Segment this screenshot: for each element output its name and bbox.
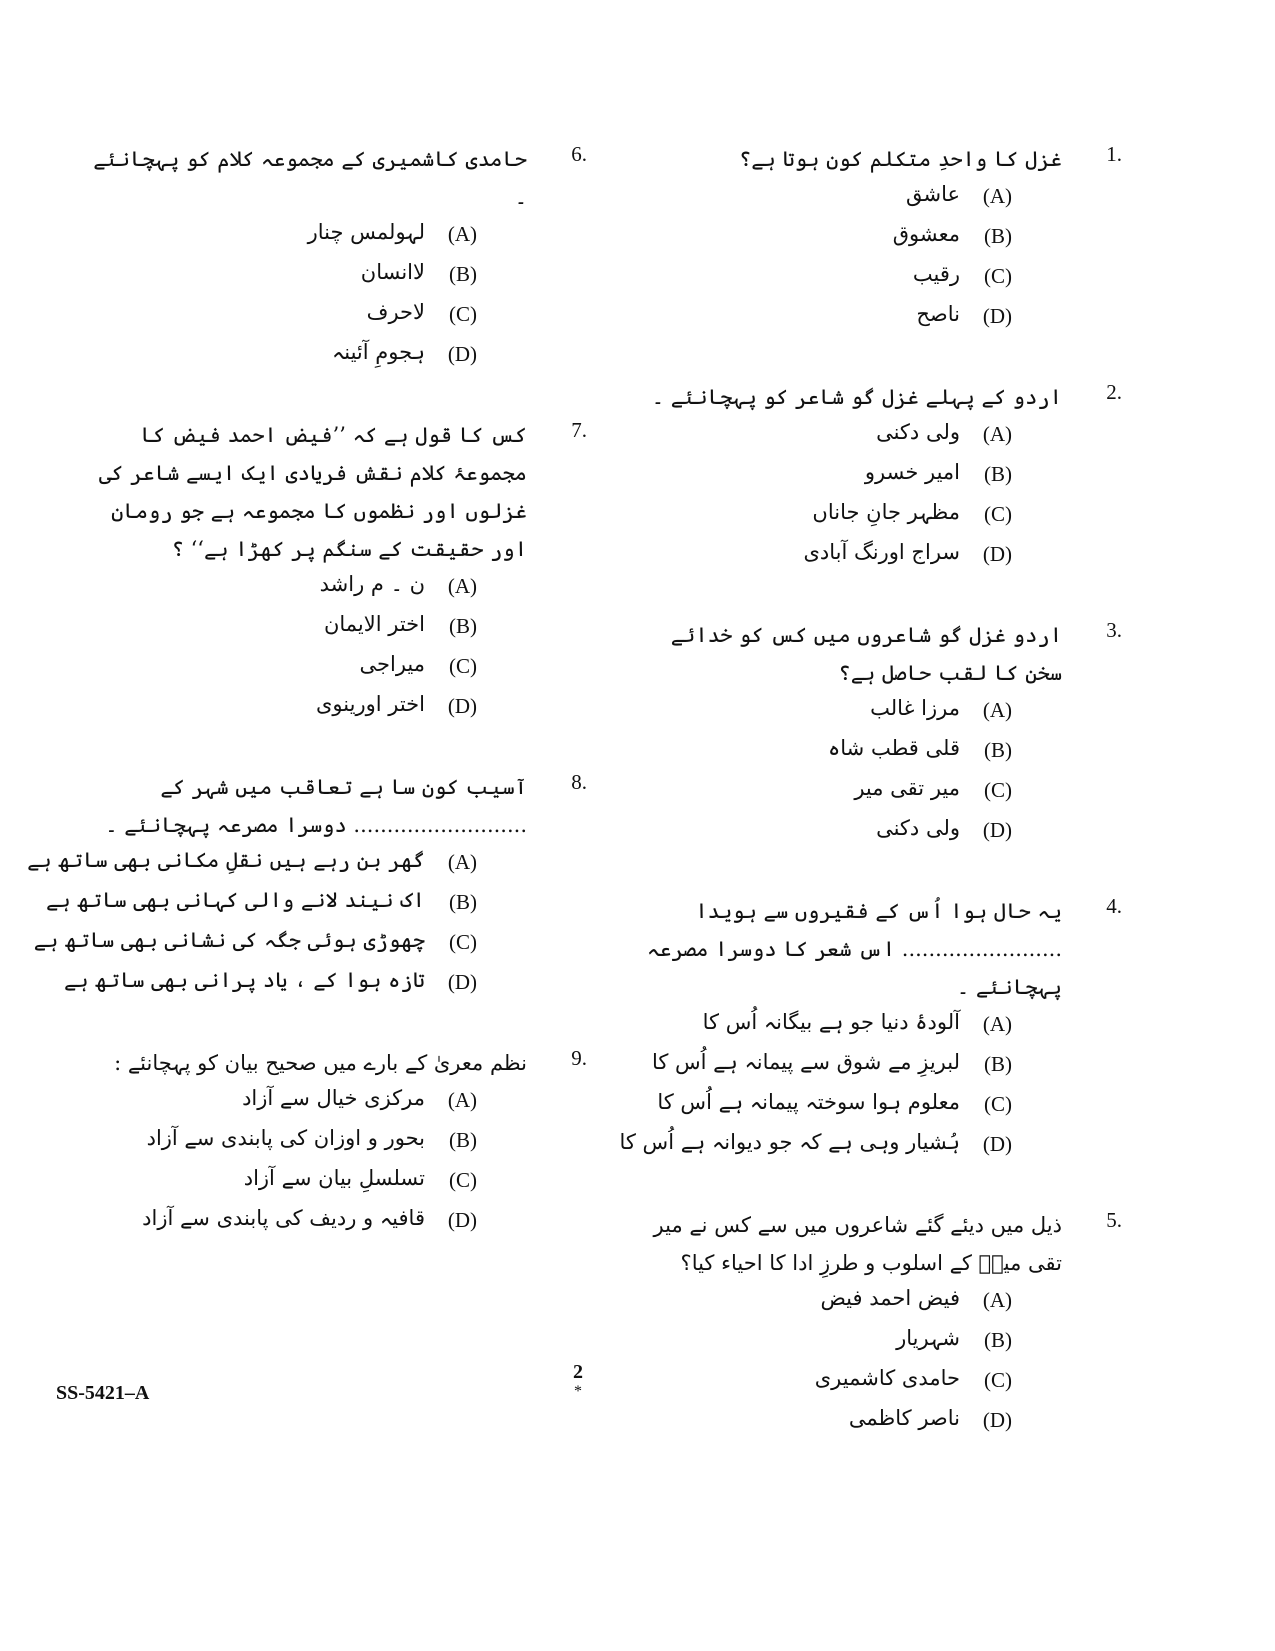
question-7 <box>85 416 587 728</box>
option-text: قافیہ و ردیف کی پابندی سے آزاد <box>142 1206 425 1230</box>
option-text: شہریار <box>896 1326 960 1350</box>
option-label: (D) <box>982 818 1012 842</box>
question-text: اردو کے پہلے غزل گو شاعر کو پہچانئے ۔ <box>651 385 1062 409</box>
option-d <box>630 298 1110 338</box>
option-text: آلودۂ دنیا جو ہے بیگانہ اُس کا <box>702 1010 960 1034</box>
option-a <box>630 178 1110 218</box>
question-text: حامدی کاشمیری کے مجموعہ کلام کو پہچانئے ۔ <box>93 147 527 209</box>
option-label: (C) <box>984 264 1012 288</box>
booklet-code: SS-5421–A <box>56 1382 150 1404</box>
option-text: مرزا غالب <box>870 696 960 720</box>
question-2 <box>630 378 1122 576</box>
right-column <box>619 140 1122 1482</box>
option-label: (C) <box>449 302 477 326</box>
option-label: (A) <box>982 698 1012 722</box>
page-number: 2 <box>573 1361 583 1383</box>
option-d <box>85 688 575 728</box>
question-text: غزل کا واحدِ متکلم کون ہوتا ہے؟ <box>738 147 1062 171</box>
question-number: 4. <box>1106 894 1122 918</box>
option-text: لہولمس چنار <box>307 220 425 244</box>
option-c <box>630 258 1110 298</box>
option-text: تازہ ہوا کے ، یاد پرانی بھی ساتھ ہے <box>63 968 425 992</box>
option-b <box>630 732 1110 772</box>
option-label: (B) <box>449 1128 477 1152</box>
option-b <box>85 256 575 296</box>
option-c <box>85 1162 575 1202</box>
option-c <box>85 296 575 336</box>
option-c <box>33 924 575 964</box>
question-number: 9. <box>571 1046 587 1070</box>
option-label: (A) <box>982 184 1012 208</box>
option-label: (A) <box>447 222 477 246</box>
question-text: یہ حال ہوا اُس کے فقیروں سے ہویدا ........................ اس شعر کا دوسرا مصرعہ پہچانئے ۔ <box>646 899 1062 999</box>
option-text: ناصح <box>916 302 960 326</box>
option-text: فیض احمد فیض <box>820 1286 960 1310</box>
option-b <box>630 1322 1110 1362</box>
option-label: (D) <box>982 1408 1012 1432</box>
option-label: (D) <box>447 694 477 718</box>
option-label: (B) <box>449 614 477 638</box>
option-b <box>85 608 575 648</box>
question-number: 2. <box>1106 380 1122 404</box>
option-a <box>630 692 1110 732</box>
option-label: (B) <box>984 224 1012 248</box>
option-a <box>630 1006 1110 1046</box>
option-text: رقیب <box>912 262 960 286</box>
question-text: کس کا قول ہے کہ ’’فیض احمد فیض کا مجموعۂ کلام نقش فریادی ایک ایسے شاعر کی غزلوں اور نظموں کا مجموعہ ہے جو رومان اور حقیقت کے سنگم پر کھڑا ہے‘‘ ؟ <box>98 423 527 561</box>
option-a <box>85 216 575 256</box>
option-text: لاحرف <box>366 300 425 324</box>
option-text: تسلسلِ بیان سے آزاد <box>243 1166 425 1190</box>
option-text: چھوڑی ہوئی جگہ کی نشانی بھی ساتھ ہے <box>33 928 425 952</box>
option-text: میراجی <box>359 652 425 676</box>
option-label: (B) <box>984 738 1012 762</box>
option-label: (B) <box>449 262 477 286</box>
option-label: (A) <box>982 1012 1012 1036</box>
option-text: قلی قطب شاہ <box>827 736 960 760</box>
option-text: بحور و اوزان کی پابندی سے آزاد <box>146 1126 425 1150</box>
option-label: (A) <box>982 422 1012 446</box>
question-5 <box>630 1206 1122 1442</box>
option-text: ن ۔ م راشد <box>319 572 425 596</box>
option-text: میر تقی میر <box>854 776 960 800</box>
option-a <box>85 568 575 608</box>
option-label: (A) <box>982 1288 1012 1312</box>
option-label: (B) <box>984 1328 1012 1352</box>
option-text: امیر خسرو <box>864 460 960 484</box>
option-label: (C) <box>984 1092 1012 1116</box>
option-text: حامدی کاشمیری <box>814 1366 960 1390</box>
option-label: (C) <box>449 1168 477 1192</box>
option-text: مرکزی خیال سے آزاد <box>242 1086 425 1110</box>
option-d <box>63 964 575 1004</box>
option-text: سراج اورنگ آبادی <box>803 540 960 564</box>
option-c <box>630 1362 1110 1402</box>
option-text: لبریزِ مے شوق سے پیمانہ ہے اُس کا <box>651 1050 960 1074</box>
option-a <box>27 844 575 884</box>
question-number: 5. <box>1106 1208 1122 1232</box>
option-label: (D) <box>982 1132 1012 1156</box>
question-number: 1. <box>1106 142 1122 166</box>
question-number: 7. <box>571 418 587 442</box>
option-label: (B) <box>984 462 1012 486</box>
option-text: ناصر کاظمی <box>848 1406 960 1430</box>
option-c <box>630 772 1110 812</box>
question-8 <box>27 768 587 1004</box>
option-label: (A) <box>447 850 477 874</box>
option-label: (A) <box>447 1088 477 1112</box>
option-label: (D) <box>447 970 477 994</box>
option-label: (C) <box>984 1368 1012 1392</box>
option-label: (D) <box>982 542 1012 566</box>
option-label: (D) <box>447 1208 477 1232</box>
option-text: عاشق <box>905 182 960 206</box>
option-a <box>85 1082 575 1122</box>
question-number: 3. <box>1106 618 1122 642</box>
question-text: آسیب کون سا ہے تعاقب میں شہر کے .......................... دوسرا مصرعہ پہچانئے ۔ <box>105 775 527 837</box>
option-label: (C) <box>984 502 1012 526</box>
left-column <box>27 140 587 1282</box>
question-3 <box>630 616 1122 852</box>
question-number: 8. <box>571 770 587 794</box>
option-text: اختر الایمان <box>323 612 425 636</box>
option-d <box>630 536 1110 576</box>
option-text: لاانسان <box>360 260 425 284</box>
option-text: مظہر جانِ جاناں <box>812 500 960 524</box>
option-text: معشوق <box>892 222 960 246</box>
option-b <box>630 218 1110 258</box>
question-4 <box>619 892 1122 1166</box>
option-text: ولی دکنی <box>876 420 960 444</box>
option-b <box>630 1046 1110 1086</box>
question-9 <box>85 1044 587 1242</box>
option-d <box>619 1126 1110 1166</box>
question-6 <box>85 140 587 376</box>
option-d <box>630 812 1110 852</box>
option-d <box>85 336 575 376</box>
option-b <box>85 1122 575 1162</box>
option-label: (C) <box>449 930 477 954</box>
question-text: نظم معریٰ کے بارے میں صحیح بیان کو پہچانئے : <box>114 1051 527 1075</box>
option-label: (B) <box>449 890 477 914</box>
option-label: (D) <box>447 342 477 366</box>
option-text: ہُشیار وہی ہے کہ جو دیوانہ ہے اُس کا <box>619 1130 960 1154</box>
option-text: گھر بن رہے ہیں نقلِ مکانی بھی ساتھ ہے <box>27 848 425 872</box>
option-label: (D) <box>982 304 1012 328</box>
option-b <box>46 884 575 924</box>
option-b <box>630 456 1110 496</box>
option-label: (C) <box>984 778 1012 802</box>
question-number: 6. <box>571 142 587 166</box>
option-label: (A) <box>447 574 477 598</box>
option-text: معلوم ہوا سوختہ پیمانہ ہے اُس کا <box>657 1090 960 1114</box>
option-c <box>85 648 575 688</box>
option-text: اختر اورینوی <box>316 692 425 716</box>
option-text: ہجومِ آئینہ <box>331 340 425 364</box>
option-d <box>630 1402 1110 1442</box>
option-c <box>630 496 1110 536</box>
question-text: اردو غزل گو شاعروں میں کس کو خدائے سخن کا لقب حاصل ہے؟ <box>670 623 1062 685</box>
option-a <box>630 416 1110 456</box>
page-mark: * <box>574 1383 582 1400</box>
option-a <box>630 1282 1110 1322</box>
option-label: (B) <box>984 1052 1012 1076</box>
option-text: ولی دکنی <box>876 816 960 840</box>
option-c <box>630 1086 1110 1126</box>
option-text: اک نیند لانے والی کہانی بھی ساتھ ہے <box>46 888 425 912</box>
question-text: ذیل میں دیئے گئے شاعروں میں سے کس نے میر تقی میرؔ کے اسلوب و طرزِ ادا کا احیاء کیا؟ <box>653 1213 1062 1275</box>
question-1 <box>630 140 1122 338</box>
option-label: (C) <box>449 654 477 678</box>
option-d <box>85 1202 575 1242</box>
